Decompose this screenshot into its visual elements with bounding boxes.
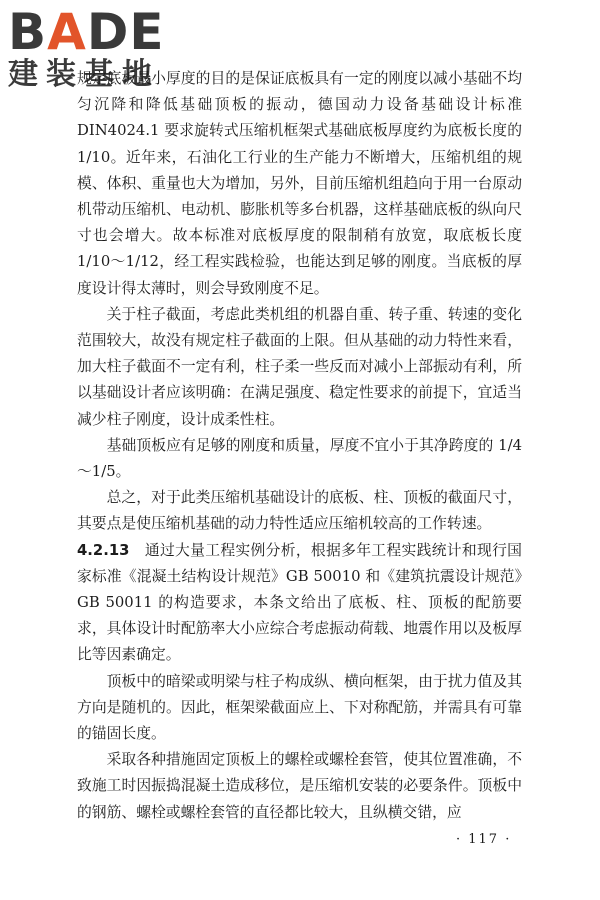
- logo-subtitle: 建装基地: [8, 57, 160, 92]
- paragraph-baseplate: 规定底板最小厚度的目的是保证底板具有一定的刚度以减小基础不均匀沉降和降低基础顶板的振动，德国动力设备基础设计标准 DIN4024.1 要求旋转式压缩机框架式基础底板厚度约为底板长度的 1/10。近年来，石油化工行业的生产能力不断增大，压缩机组的规模、体积、重量也大为增加，另外，目前压缩机组趋向于用一台原动机带动压缩机、电动机、膨胀机等多台机器，这样基础底板的纵向尺寸也会增大。故本标准对底板厚度的限制稍有放宽，取底板长度 1/10～1/12，经工程实践检验，也能达到足够的刚度。当底板的厚度设计得太薄时，则会导致刚度不足。: [77, 70, 522, 297]
- logo-wordmark: BADE: [8, 3, 165, 61]
- paragraph-top-slab: 基础顶板应有足够的刚度和质量，厚度不宜小于其净跨度的 1/4～1/5。: [77, 436, 522, 481]
- page-number: · 117 ·: [456, 832, 512, 847]
- paragraph-anchor-bolts: 采取各种措施固定顶板上的螺栓或螺栓套管，使其位置准确，不致施工时因振捣混凝土造成移位，是压缩机安装的必要条件。顶板中的钢筋、螺栓或螺栓套管的直径都比较大，且纵横交错，应: [77, 751, 522, 821]
- paragraph-clause-4-2-13: [77, 538, 522, 669]
- paragraph-frame-beams: 顶板中的暗梁或明梁与柱子构成纵、横向框架，由于扰力值及其方向是随机的。因此，框架梁截面应上、下对称配筋，并需具有可靠的锚固长度。: [77, 672, 522, 743]
- section-number: 4.2.13: [77, 541, 130, 559]
- paragraph-column-section: 关于柱子截面，考虑此类机组的机器自重、转子重、转速的变化范围较大，故没有规定柱子截面的上限。但从基础的动力特性来看，加大柱子截面不一定有利，柱子柔一些反而对减小上部振动有利，所以基础设计者应该明确：在满足强度、稳定性要求的前提下，宜适当减少柱子刚度，设计成柔性柱。: [77, 305, 522, 428]
- clause-text: 通过大量工程实例分析，根据多年工程实践统计和现行国家标准《混凝土结构设计规范》GB 50010 和《建筑抗震设计规范》GB 50011 的构造要求，本条文给出了底板、柱、顶板的配筋要求，具体设计时配筋率大小应综合考虑振动荷载、地震作用以及板厚比等因素确定。: [77, 541, 522, 664]
- document-body: [77, 66, 522, 826]
- paragraph-summary: 总之，对于此类压缩机基础设计的底板、柱、顶板的截面尺寸，其要点是使压缩机基础的动力特性适应压缩机较高的工作转速。: [77, 489, 522, 533]
